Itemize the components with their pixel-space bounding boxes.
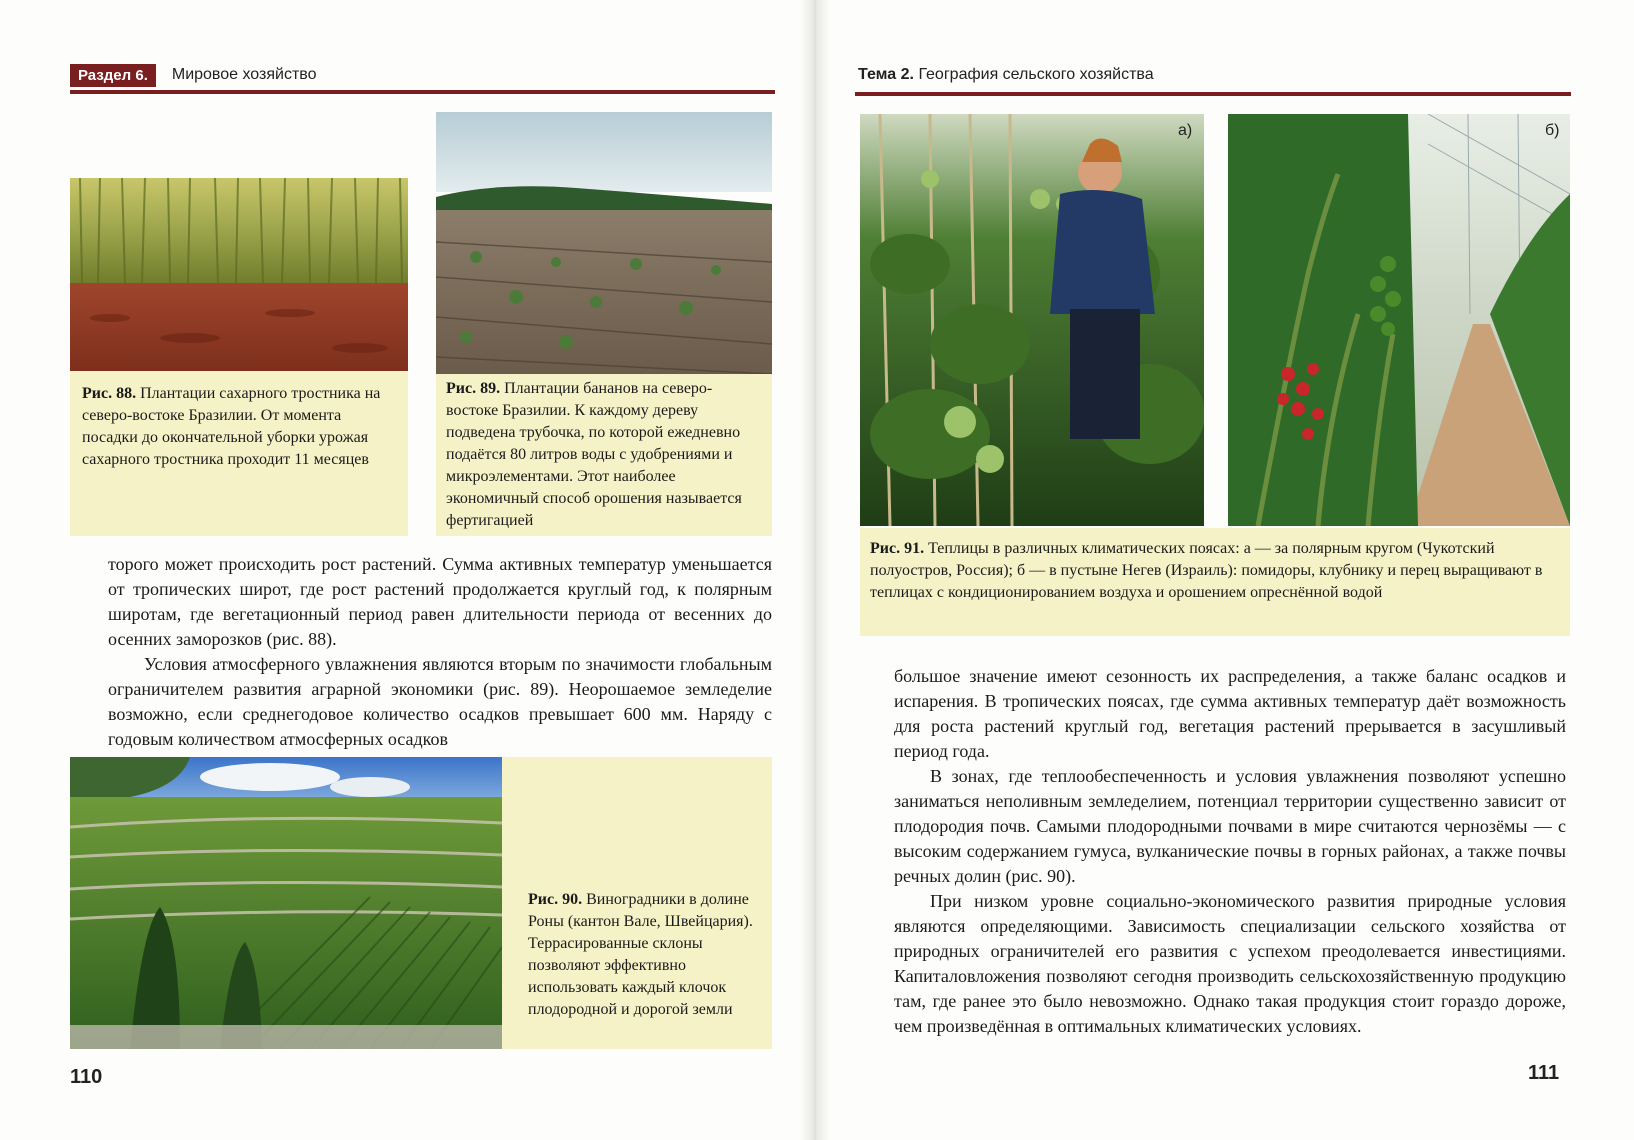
header-rule-right	[855, 92, 1571, 96]
section-title: Мировое хозяйство	[171, 66, 317, 83]
right-paragraph-1: большое значение имеют сезонность их распределения, а также баланс осадков и испарения. В тропических поясах, где сумма активных температур даёт возможность для роста растений круглый год, вегетация растений прерывается в засушливый период года.	[894, 666, 1566, 761]
topic-title: География сельского хозяйства	[918, 66, 1154, 83]
section-header	[70, 62, 317, 88]
left-body-text	[108, 552, 772, 752]
book-gutter	[800, 0, 830, 1140]
fig90-photo-vineyards	[70, 757, 502, 1049]
fig91-label-a: а)	[1178, 122, 1193, 139]
left-paragraph-2: Условия атмосферного увлажнения являются вторым по значимости глобальным ограничителем развития аграрной экономики (рис. 89). Неорошаемое земледелие возможно, если среднегодовое количество осадков превышает 600 мм. Наряду с годовым количеством атмосферных осадков	[108, 654, 772, 749]
fig91-caption	[860, 528, 1570, 636]
fig88-photo-sugarcane	[70, 178, 408, 371]
fig91-text: Теплицы в различных климатических поясах: а — за полярным кругом (Чукотский полуостров, Россия); б — в пустыне Негев (Израиль): помидоры, клубнику и перец выращивают в теплицах с кондиционированием воздуха и орошением опреснённой водой	[870, 540, 1543, 601]
fig90-caption	[502, 757, 772, 1049]
fig91b-photo-greenhouse-desert	[1228, 114, 1570, 526]
fig91-label-b: б)	[1545, 122, 1560, 139]
fig90-text: Виноградники в долине Роны (кантон Вале, Швейцария). Террасированные склоны позволяют эффективно использовать каждый клочок плодородной и дорогой земли	[528, 891, 753, 1018]
fig90-number: Рис. 90.	[528, 891, 583, 908]
fig89-number: Рис. 89.	[446, 380, 501, 397]
topic-header	[858, 66, 1154, 84]
left-paragraph-1: торого может происходить рост растений. Сумма активных температур уменьшается от тропических широт, где рост растений продолжается круглый год, к полярным широтам, где вегетационный период равен длительности периода от весенних до осенних заморозков (рис. 88).	[108, 554, 772, 649]
page-number-left: 110	[70, 1066, 103, 1088]
fig88-text: Плантации сахарного тростника на северо-востоке Бразилии. От момента посадки до окончательной уборки урожая сахарного тростника проходит 11 месяцев	[82, 385, 381, 468]
fig89-photo-banana-field	[436, 112, 772, 374]
header-rule-left	[70, 90, 775, 94]
right-paragraph-2: В зонах, где теплообеспеченность и условия увлажнения позволяют успешно заниматься неполивным земледелием, потенциал территории существенно зависит от плодородия почв. Самыми плодородными почвами в мире считаются чернозёмы — с высоким содержанием гумуса, вулканические почвы в горных районах, а также почвы речных долин (рис. 90).	[894, 766, 1566, 886]
fig88-caption	[70, 371, 408, 536]
fig89-text: Плантации бананов на северо-востоке Бразилии. К каждому дереву подведена трубочка, по которой ежедневно подаётся 80 литров воды с удобрениями и микроэлементами. Этот наиболее экономичный способ орошения называется фертигацией	[446, 380, 742, 529]
right-paragraph-3: При низком уровне социально-экономического развития природные условия являются определяющими. Зависимость специализации сельского хозяйства от природных ограничителей его развития с успехом преодолевается инвестициями. Капиталовложения позволяют сегодня производить сельскохозяйственную продукцию там, где ранее это было невозможно. Однако такая продукция стоит гораздо дороже, чем произведённая в оптимальных климатических условиях.	[894, 891, 1566, 1036]
fig91a-photo-greenhouse-arctic	[860, 114, 1204, 526]
fig89-caption	[436, 374, 772, 536]
right-body-text	[894, 664, 1566, 1039]
page-number-right: 111	[1528, 1062, 1560, 1084]
fig88-number: Рис. 88.	[82, 385, 137, 402]
fig91-number: Рис. 91.	[870, 540, 925, 557]
topic-label: Тема 2.	[858, 66, 914, 83]
section-badge: Раздел 6.	[70, 64, 156, 87]
